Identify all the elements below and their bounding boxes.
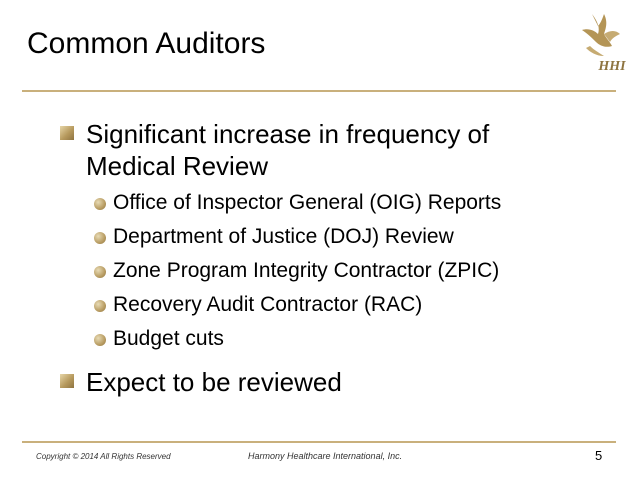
sub-bullet-text: Department of Justice (DOJ) Review xyxy=(113,225,454,248)
bullet-2 xyxy=(86,366,342,398)
sub-bullet-2 xyxy=(113,223,454,251)
round-bullet-icon xyxy=(94,266,106,278)
sub-bullet-5 xyxy=(113,325,224,353)
logo-text: HHI xyxy=(598,59,626,74)
square-bullet-icon xyxy=(60,126,74,140)
dove-logo-icon xyxy=(576,8,632,76)
page-number: 5 xyxy=(595,448,603,463)
square-bullet-icon xyxy=(60,374,74,388)
footer-copyright: Copyright © 2014 All Rights Reserved xyxy=(36,452,171,461)
sub-bullet-4 xyxy=(113,291,422,319)
sub-bullet-text: Zone Program Integrity Contractor (ZPIC) xyxy=(113,259,500,282)
round-bullet-icon xyxy=(94,232,106,244)
footer-divider xyxy=(22,441,616,443)
footer-company: Harmony Healthcare International, Inc. xyxy=(248,451,403,461)
round-bullet-icon xyxy=(94,334,106,346)
bullet-1-text: Significant increase in frequency of Medical Review xyxy=(86,119,490,181)
sub-bullet-text: Office of Inspector General (OIG) Reports xyxy=(113,191,502,214)
bullet-1 xyxy=(86,118,556,182)
slide-title: Common Auditors xyxy=(27,27,266,60)
sub-bullet-1 xyxy=(113,189,501,217)
sub-bullet-text: Budget cuts xyxy=(113,327,224,350)
sub-bullet-3 xyxy=(113,257,499,285)
round-bullet-icon xyxy=(94,198,106,210)
title-divider xyxy=(22,90,616,92)
sub-bullet-text: Recovery Audit Contractor (RAC) xyxy=(113,293,423,316)
bullet-2-text: Expect to be reviewed xyxy=(86,367,342,397)
round-bullet-icon xyxy=(94,300,106,312)
